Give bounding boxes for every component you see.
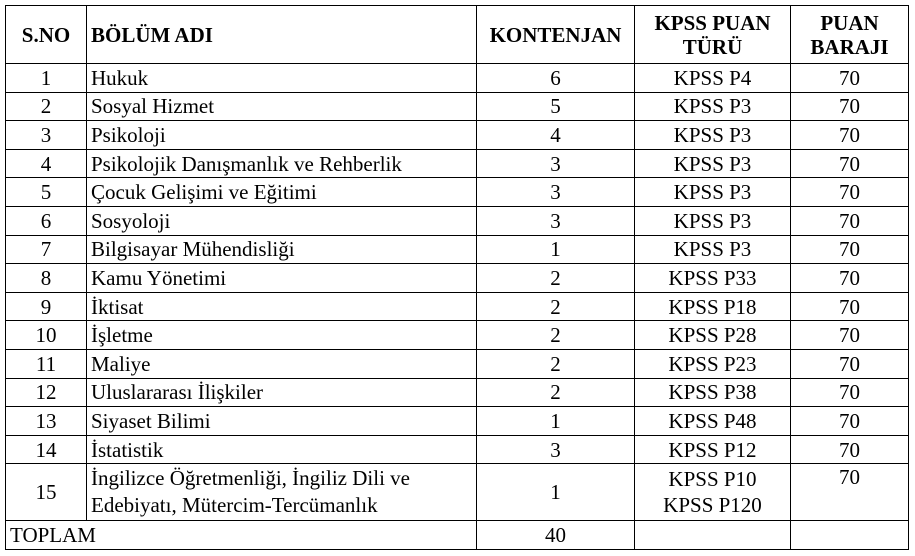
row-number: 11 — [6, 349, 87, 378]
score-type-line: KPSS P120 — [663, 493, 762, 518]
header-quota: KONTENJAN — [477, 6, 635, 64]
table-row — [6, 235, 909, 264]
score-type-value: KPSS P3 — [635, 178, 791, 207]
table-row — [6, 407, 909, 436]
quota-value: 2 — [477, 378, 635, 407]
quota-value: 1 — [477, 235, 635, 264]
total-empty-cell — [791, 521, 909, 550]
threshold-value: 70 — [791, 235, 909, 264]
quota-value: 3 — [477, 206, 635, 235]
score-type-value: KPSS P33 — [635, 264, 791, 293]
threshold-value: 70 — [791, 206, 909, 235]
row-number: 10 — [6, 321, 87, 350]
department-name: Siyaset Bilimi — [87, 407, 477, 436]
total-empty-cell — [635, 521, 791, 550]
table-row — [6, 349, 909, 378]
header-department: BÖLÜM ADI — [87, 6, 477, 64]
row-number: 3 — [6, 121, 87, 150]
header-score-type-line2: TÜRÜ — [682, 34, 743, 59]
table-row — [6, 321, 909, 350]
threshold-value: 70 — [791, 178, 909, 207]
score-type-value: KPSS P38 — [635, 378, 791, 407]
row-number: 6 — [6, 206, 87, 235]
score-type-value: KPSS P48 — [635, 407, 791, 436]
quota-value: 1 — [477, 407, 635, 436]
header-threshold-line2: BARAJI — [810, 34, 889, 59]
threshold-value: 70 — [791, 64, 909, 93]
row-number: 4 — [6, 149, 87, 178]
row-number: 14 — [6, 435, 87, 464]
table-row — [6, 435, 909, 464]
row-number: 15 — [6, 464, 87, 521]
score-type-value — [635, 464, 791, 521]
quota-value: 5 — [477, 92, 635, 121]
quota-value: 6 — [477, 64, 635, 93]
department-name: Psikolojik Danışmanlık ve Rehberlik — [87, 149, 477, 178]
department-name: Hukuk — [87, 64, 477, 93]
row-number: 5 — [6, 178, 87, 207]
department-name: Bilgisayar Mühendisliği — [87, 235, 477, 264]
threshold-value: 70 — [791, 407, 909, 436]
threshold-value: 70 — [791, 464, 909, 521]
score-type-value: KPSS P23 — [635, 349, 791, 378]
threshold-value: 70 — [791, 92, 909, 121]
quota-value: 2 — [477, 264, 635, 293]
quota-value: 3 — [477, 435, 635, 464]
department-name: Psikoloji — [87, 121, 477, 150]
threshold-value: 70 — [791, 321, 909, 350]
threshold-value: 70 — [791, 121, 909, 150]
table-row — [6, 178, 909, 207]
total-row — [6, 521, 909, 550]
score-type-value: KPSS P3 — [635, 206, 791, 235]
quota-value: 3 — [477, 149, 635, 178]
table-row — [6, 206, 909, 235]
department-name: İşletme — [87, 321, 477, 350]
threshold-value: 70 — [791, 435, 909, 464]
table-row — [6, 464, 909, 521]
score-type-value: KPSS P4 — [635, 64, 791, 93]
table-row — [6, 149, 909, 178]
department-name: Maliye — [87, 349, 477, 378]
table-row — [6, 64, 909, 93]
department-name: Sosyal Hizmet — [87, 92, 477, 121]
department-name: Çocuk Gelişimi ve Eğitimi — [87, 178, 477, 207]
score-type-value: KPSS P3 — [635, 121, 791, 150]
quota-value: 3 — [477, 178, 635, 207]
row-number: 8 — [6, 264, 87, 293]
header-row — [6, 6, 909, 64]
threshold-value: 70 — [791, 264, 909, 293]
department-name: Sosyoloji — [87, 206, 477, 235]
header-threshold-line1: PUAN — [820, 10, 879, 35]
quota-value: 1 — [477, 464, 635, 521]
total-label: TOPLAM — [6, 521, 477, 550]
header-score-type-line1: KPSS PUAN — [654, 10, 771, 35]
row-number: 9 — [6, 292, 87, 321]
row-number: 7 — [6, 235, 87, 264]
score-type-value: KPSS P3 — [635, 92, 791, 121]
row-number: 1 — [6, 64, 87, 93]
quota-value: 2 — [477, 321, 635, 350]
score-type-value: KPSS P3 — [635, 149, 791, 178]
score-type-value: KPSS P3 — [635, 235, 791, 264]
threshold-value: 70 — [791, 149, 909, 178]
row-number: 13 — [6, 407, 87, 436]
department-name: Uluslararası İlişkiler — [87, 378, 477, 407]
score-type-value: KPSS P28 — [635, 321, 791, 350]
table-row — [6, 378, 909, 407]
score-type-value: KPSS P12 — [635, 435, 791, 464]
quota-value: 2 — [477, 349, 635, 378]
threshold-value: 70 — [791, 349, 909, 378]
threshold-value: 70 — [791, 378, 909, 407]
department-name: İstatistik — [87, 435, 477, 464]
quota-value: 2 — [477, 292, 635, 321]
table-row — [6, 121, 909, 150]
row-number: 2 — [6, 92, 87, 121]
score-type-value: KPSS P18 — [635, 292, 791, 321]
table-row — [6, 92, 909, 121]
threshold-value: 70 — [791, 292, 909, 321]
department-name: İngilizce Öğretmenliği, İngiliz Dili ve Edebiyatı, Mütercim-Tercümanlık — [87, 464, 477, 521]
department-name: Kamu Yönetimi — [87, 264, 477, 293]
quota-value: 4 — [477, 121, 635, 150]
header-sno: S.NO — [6, 6, 87, 64]
department-name: İktisat — [87, 292, 477, 321]
row-number: 12 — [6, 378, 87, 407]
table-row — [6, 292, 909, 321]
total-value: 40 — [477, 521, 635, 550]
quota-table — [5, 5, 909, 550]
score-type-line: KPSS P10 — [668, 467, 757, 492]
header-score-type — [635, 6, 791, 64]
header-threshold — [791, 6, 909, 64]
table-row — [6, 264, 909, 293]
